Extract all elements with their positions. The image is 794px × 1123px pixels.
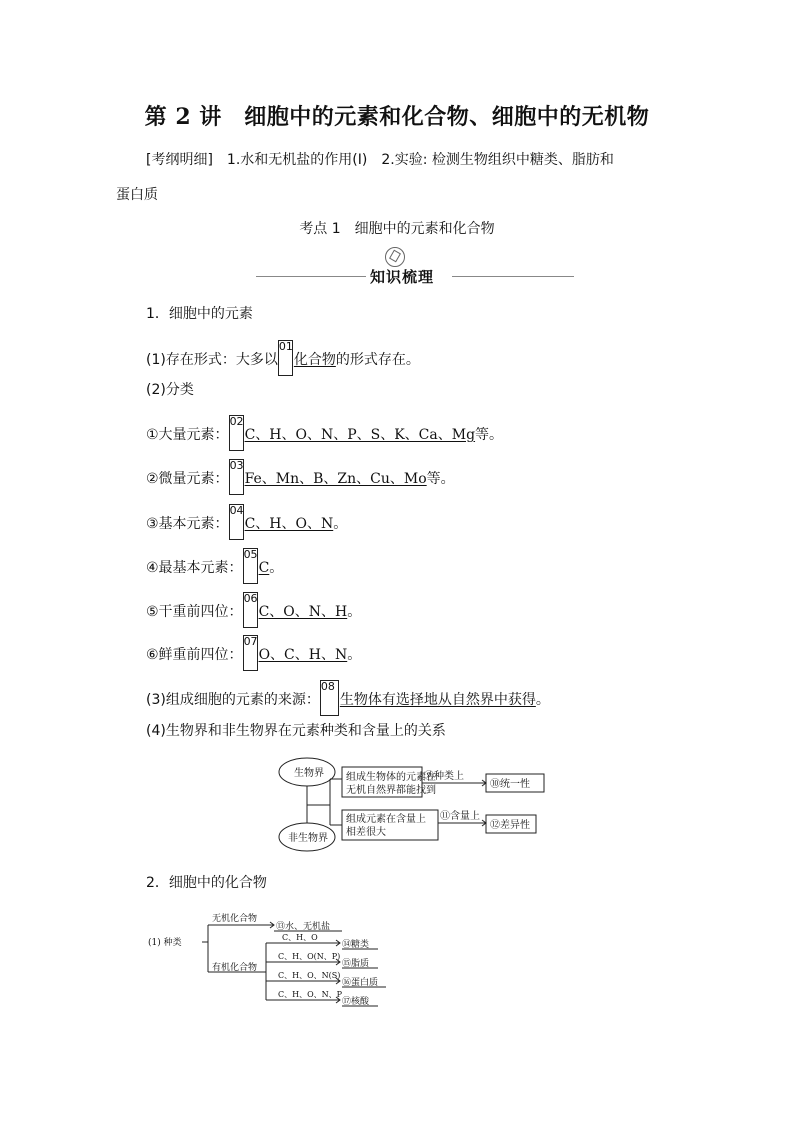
box2-line1: 组成元素在含量上 bbox=[346, 814, 426, 825]
blank-number-box: 06 bbox=[243, 592, 258, 628]
element-class-item bbox=[146, 592, 361, 628]
branch-elem: C、H、O、N(S) bbox=[278, 971, 341, 980]
box1-line1: 组成生物体的元素在 bbox=[346, 772, 436, 783]
s1-p1 bbox=[146, 340, 420, 376]
element-class-item bbox=[146, 548, 283, 584]
result1-label: ⑩统一性 bbox=[490, 779, 530, 790]
s1-p2: (2)分类 bbox=[146, 382, 194, 398]
box1-line2: 无机自然界都能找到 bbox=[346, 785, 436, 796]
s2-heading: 2．细胞中的化合物 bbox=[146, 875, 267, 891]
arrow1-label: ⑨种类上 bbox=[424, 771, 464, 782]
divider-left bbox=[256, 276, 366, 277]
item-label: ④最基本元素： bbox=[146, 560, 243, 576]
s1-p1-answer: 化合物 bbox=[293, 352, 336, 368]
blank-number-box: 04 bbox=[229, 504, 244, 540]
outline-line-2: 蛋白质 bbox=[116, 187, 158, 203]
s1-p1-pre: (1)存在形式：大多以 bbox=[146, 352, 278, 368]
s1-p3-answer: 生物体有选择地从自然界中获得 bbox=[339, 692, 536, 708]
item-label: ①大量元素： bbox=[146, 427, 229, 443]
item-post: 。 bbox=[333, 516, 348, 532]
box2-line2: 相差很大 bbox=[346, 827, 386, 838]
s1-p3-pre: (3)组成细胞的元素的来源： bbox=[146, 692, 320, 708]
element-class-item bbox=[146, 459, 455, 495]
nonbio-label: 非生物界 bbox=[288, 833, 328, 844]
element-class-item bbox=[146, 635, 361, 671]
outline-line-1: [考纲明细] 1.水和无机盐的作用(Ⅰ) 2.实验: 检测生物组织中糖类、脂肪和 bbox=[146, 152, 614, 168]
element-relation-diagram bbox=[270, 755, 560, 855]
knowledge-heading: 知识梳理 bbox=[370, 268, 435, 286]
item-label: ⑥鲜重前四位： bbox=[146, 647, 243, 663]
s1-p3-post: 。 bbox=[535, 692, 550, 708]
item-answer: C bbox=[258, 560, 270, 576]
blank-number-box: 03 bbox=[229, 459, 244, 495]
divider-right bbox=[452, 276, 574, 277]
s1-p1-post: 的形式存在。 bbox=[335, 352, 420, 368]
element-class-item bbox=[146, 504, 347, 540]
element-class-item bbox=[146, 415, 503, 451]
s1-p4: (4)生物界和非生物界在元素种类和含量上的关系 bbox=[146, 723, 446, 739]
branch-elem: C、H、O(N、P) bbox=[278, 952, 341, 961]
inorganic-label: 无机化合物 bbox=[212, 914, 258, 924]
blank-number-box: 08 bbox=[320, 680, 339, 716]
item-answer: C、H、O、N、P、S、K、Ca、Mg bbox=[244, 427, 476, 443]
compound-types-diagram bbox=[146, 905, 406, 1015]
s1-p3 bbox=[146, 680, 550, 716]
item-answer: C、O、N、H bbox=[258, 604, 348, 620]
root-label: (1) 种类 bbox=[148, 938, 182, 948]
item-answer: C、H、O、N bbox=[244, 516, 334, 532]
item-label: ②微量元素： bbox=[146, 471, 229, 487]
blank-number-box: 02 bbox=[229, 415, 244, 451]
result2-label: ⑫差异性 bbox=[490, 820, 530, 831]
blank-number-box: 01 bbox=[278, 340, 293, 376]
item-post: 等。 bbox=[426, 471, 455, 487]
branch-answer: ⑮脂质 bbox=[342, 959, 370, 969]
section-heading: 考点 1 细胞中的元素和化合物 bbox=[299, 221, 495, 237]
blank-number-box: 05 bbox=[243, 548, 258, 584]
branch-answer: ⑯蛋白质 bbox=[342, 978, 379, 988]
blank-number-box: 07 bbox=[243, 635, 258, 671]
item-post: 等。 bbox=[475, 427, 504, 443]
branch-elem: C、H、O bbox=[282, 933, 318, 942]
s1-heading: 1．细胞中的元素 bbox=[146, 306, 253, 322]
item-post: 。 bbox=[269, 560, 284, 576]
item-label: ⑤干重前四位： bbox=[146, 604, 243, 620]
item-answer: O、C、H、N bbox=[258, 647, 348, 663]
knowledge-icon bbox=[385, 247, 405, 267]
page-title: 第 2 讲 细胞中的元素和化合物、细胞中的无机物 bbox=[144, 104, 650, 130]
organic-label: 有机化合物 bbox=[212, 963, 258, 973]
item-post: 。 bbox=[347, 604, 362, 620]
item-label: ③基本元素： bbox=[146, 516, 229, 532]
bio-label: 生物界 bbox=[294, 768, 324, 779]
branch-elem: C、H、O、N、P bbox=[278, 990, 343, 999]
arrow2-label: ⑪含量上 bbox=[440, 811, 480, 822]
branch-answer: ⑭糖类 bbox=[342, 940, 370, 950]
inorganic-answer: ⑬水、无机盐 bbox=[276, 922, 331, 932]
item-post: 。 bbox=[347, 647, 362, 663]
branch-answer: ⑰核酸 bbox=[342, 997, 370, 1007]
item-answer: Fe、Mn、B、Zn、Cu、Mo bbox=[244, 471, 427, 487]
